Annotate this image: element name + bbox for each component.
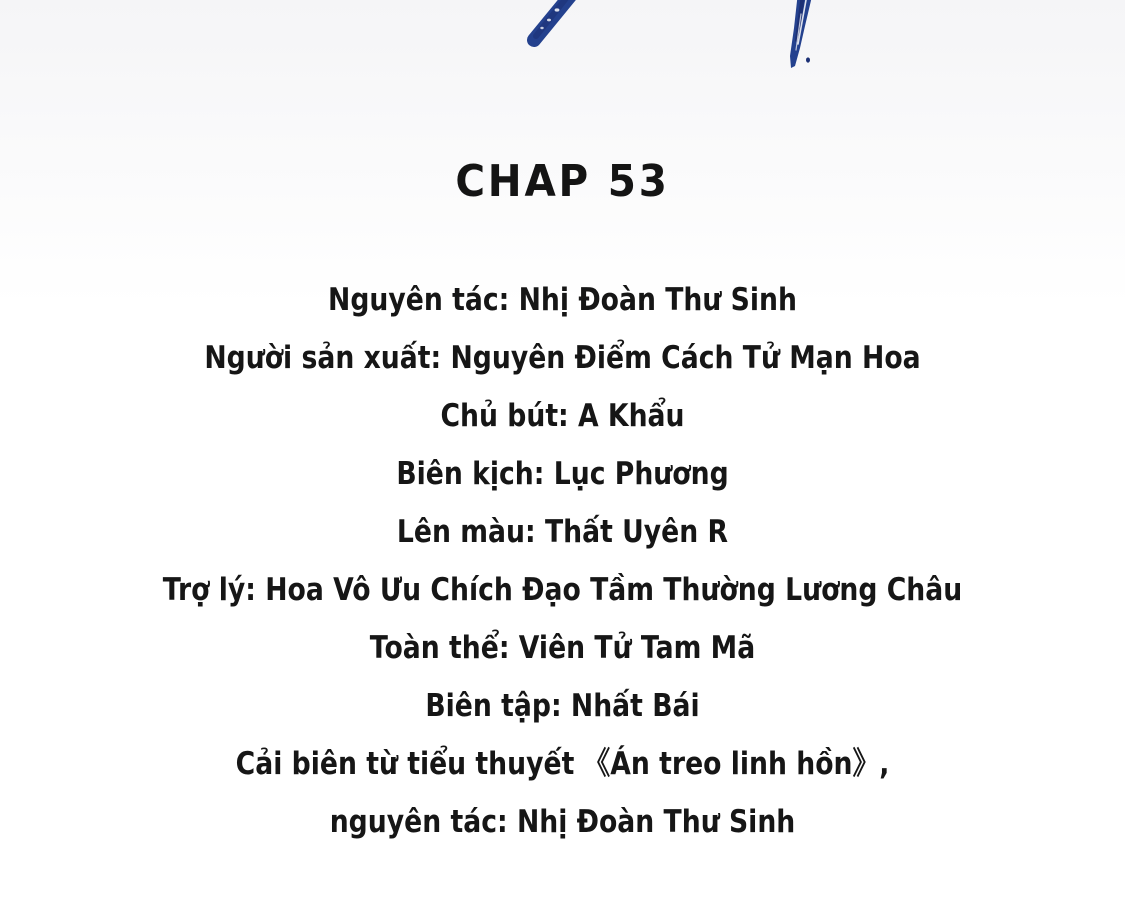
brush-stroke-right-icon [770,0,830,90]
credit-line-editor: Biên tập: Nhất Bái [425,688,700,724]
credit-line-adapted-from: Cải biên từ tiểu thuyết 《Án treo linh hồn》, [235,746,890,782]
credit-line-assistants: Trợ lý: Hoa Vô Ưu Chích Đạo Tầm Thường Lương Châu [162,572,963,608]
brush-stroke-left-icon [505,0,595,60]
chapter-title: CHAP 53 [455,156,670,207]
credits-block [79,271,1047,851]
credit-line-colorist: Lên màu: Thất Uyên R [396,514,729,550]
credit-line-chief-writer: Chủ bút: A Khẩu [440,398,685,434]
credit-line-screenwriter: Biên kịch: Lục Phương [396,456,729,492]
credit-line-original-author: Nguyên tác: Nhị Đoàn Thư Sinh [328,282,797,318]
credit-line-original-author-2: nguyên tác: Nhị Đoàn Thư Sinh [329,804,796,840]
credit-line-whole-team: Toàn thể: Viên Tử Tam Mã [369,630,756,666]
credit-line-producer: Người sản xuất: Nguyên Điểm Cách Tử Mạn Hoa [204,340,921,376]
